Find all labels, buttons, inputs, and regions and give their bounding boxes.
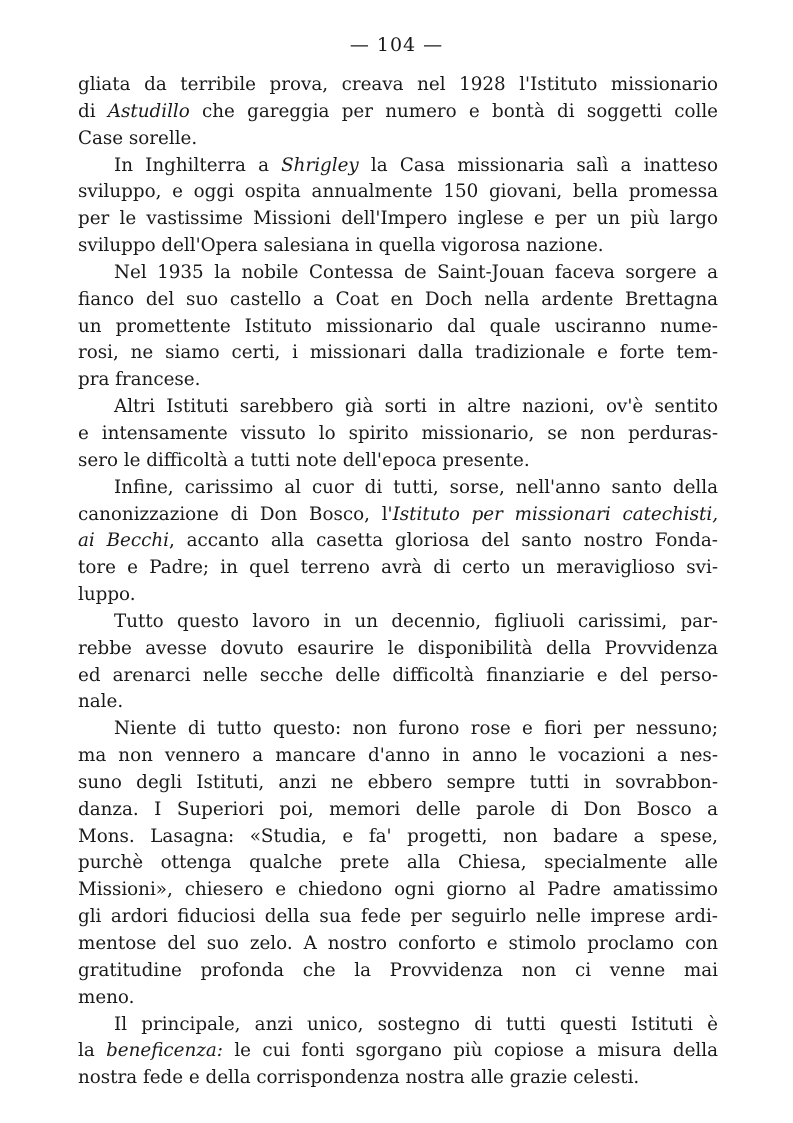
text-line: Infine, carissimo al cuor di tutti, sorse, nell'anno santo della — [114, 476, 718, 498]
text-line: ai Becchi, accanto alla casetta gloriosa del santo nostro Fonda- — [78, 530, 718, 552]
text-line: canonizzazione di Don Bosco, l'Istituto per missionari catechisti, — [78, 503, 718, 525]
text-line: la beneficenza: le cui fonti sgorgano più copiose a misura della — [78, 1040, 718, 1062]
text-line: Altri Istituti sarebbero già sorti in altre nazioni, ov'è sentito — [114, 396, 718, 418]
text-line: per le vastissime Missioni dell'Impero inglese e per un più largo — [78, 208, 718, 230]
text-line: danza. I Superiori poi, memori delle parole di Don Bosco a — [78, 798, 718, 820]
text-line: purchè ottenga qualche prete alla Chiesa, specialmente alle — [78, 852, 718, 874]
text-line: gli ardori fiduciosi della sua fede per seguirlo nelle imprese ardi- — [78, 906, 718, 928]
text-line: ed arenarci nelle secche delle difficoltà finanziarie e del perso- — [78, 664, 718, 686]
text-line: gratitudine profonda che la Provvidenza non ci venne mai — [78, 959, 718, 981]
italic-text: ai Becchi — [78, 530, 169, 552]
text-line: e intensamente vissuto lo spirito missionario, se non perduras- — [78, 422, 718, 444]
text-line: Niente di tutto questo: non furono rose e fiori per nessuno; — [114, 718, 718, 740]
text-line: un promettente Istituto missionario dal quale usciranno nume- — [78, 315, 718, 337]
text-line: fianco del suo castello a Coat en Doch nella ardente Brettagna — [78, 288, 718, 310]
text-line: ma non vennero a mancare d'anno in anno le vocazioni a nes- — [78, 745, 718, 767]
italic-text: Istituto per missionari catechisti, — [392, 503, 718, 525]
text-line: sviluppo dell'Opera salesiana in quella vigorosa nazione. — [78, 235, 604, 257]
text-line: sviluppo, e oggi ospita annualmente 150 giovani, bella promessa — [78, 181, 718, 203]
body-text — [78, 72, 718, 1092]
text-line: sero le difficoltà a tutti note dell'epoca presente. — [78, 449, 530, 471]
text-line: mentose del suo zelo. A nostro conforto e stimolo proclamo con — [78, 933, 718, 954]
text-line: di Astudillo che gareggia per numero e bontà di soggetti colle — [78, 100, 718, 122]
text-line: In Inghilterra a Shrigley la Casa missionaria salì a inatteso — [114, 154, 718, 176]
text-line: meno. — [78, 986, 135, 1008]
text-line: pra francese. — [78, 369, 201, 391]
text-line: luppo. — [78, 584, 136, 606]
text-line: suno degli Istituti, anzi ne ebbero sempre tutti in sovrabbon- — [78, 771, 718, 793]
text-line: rebbe avesse dovuto esaurire le disponibilità della Provvidenza — [78, 637, 718, 659]
text-line: nostra fede e della corrispondenza nostra alle grazie celesti. — [78, 1067, 640, 1089]
page-number: — 104 — — [349, 34, 444, 56]
italic-text: Astudillo — [107, 100, 190, 122]
italic-text: Shrigley — [281, 154, 359, 176]
italic-text: beneficenza: — [106, 1040, 223, 1062]
text-line: Nel 1935 la nobile Contessa de Saint-Jouan faceva sorgere a — [114, 261, 718, 283]
text-line: tore e Padre; in quel terreno avrà di certo un meraviglioso svi- — [78, 557, 718, 579]
text-line: rosi, ne siamo certi, i missionari dalla tradizionale e forte tem- — [78, 342, 718, 364]
text-line: Missioni», chiesero e chiedono ogni giorno al Padre amatissimo — [78, 879, 718, 901]
text-line: Il principale, anzi unico, sostegno di tutti questi Istituti è — [114, 1013, 718, 1035]
text-line: gliata da terribile prova, creava nel 1928 l'Istituto missionario — [78, 74, 718, 95]
text-line: nale. — [78, 691, 124, 713]
text-line: Mons. Lasagna: «Studia, e fa' progetti, non badare a spese, — [78, 825, 718, 847]
text-line: Tutto questo lavoro in un decennio, figliuoli carissimi, par- — [114, 610, 718, 632]
text-line: Case sorelle. — [78, 127, 198, 149]
